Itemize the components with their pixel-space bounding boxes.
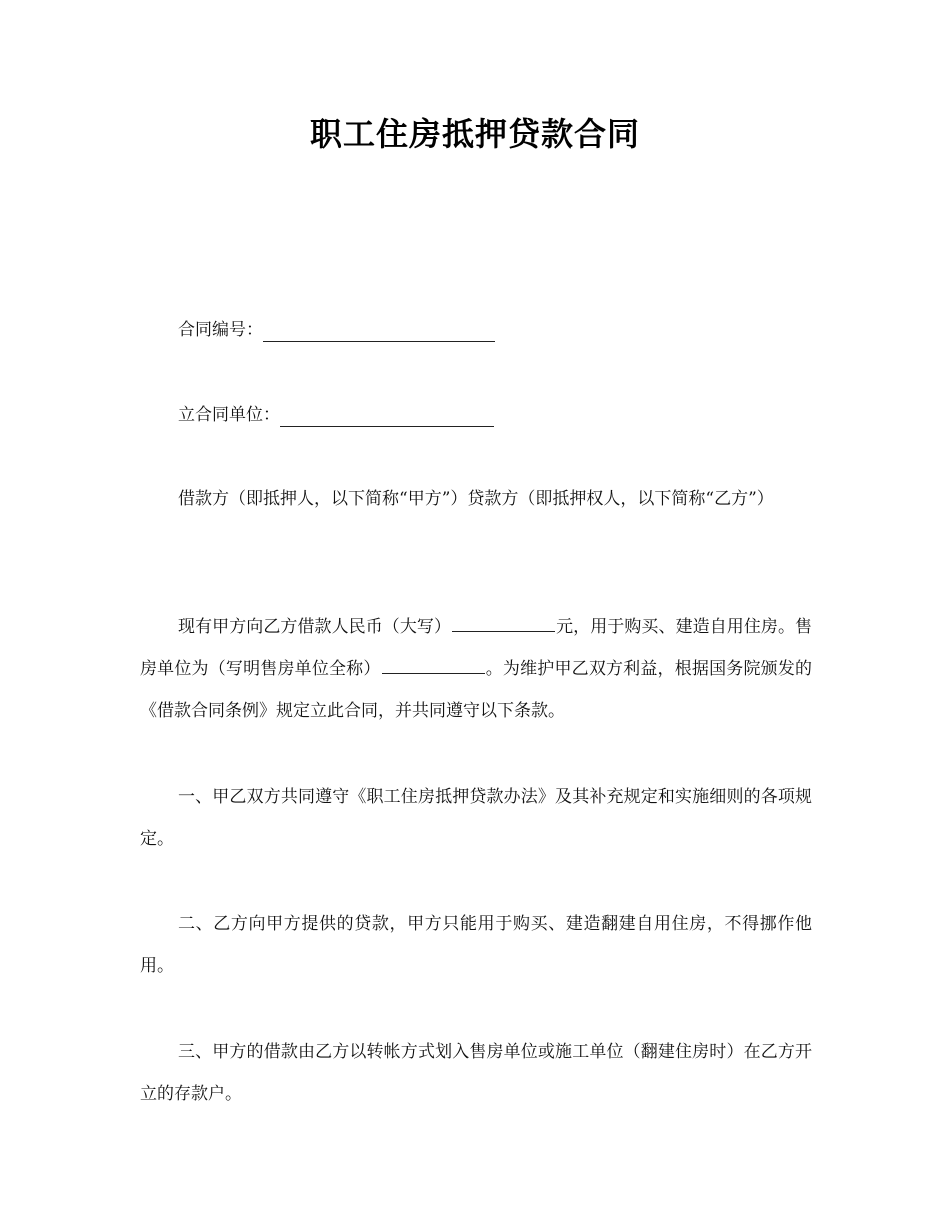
contract-number-blank[interactable] bbox=[263, 323, 495, 342]
contract-unit-label: 立合同单位： bbox=[178, 405, 280, 425]
loan-amount-blank[interactable] bbox=[452, 613, 555, 632]
clause-2: 二、乙方向甲方提供的贷款，甲方只能用于购买、建造翻建自用住房，不得挪作他用。 bbox=[140, 914, 812, 976]
clause-1: 一、甲乙双方共同遵守《职工住房抵押贷款办法》及其补充规定和实施细则的各项规定。 bbox=[140, 787, 812, 849]
parties-paragraph: 借款方（即抵押人，以下简称“甲方”）贷款方（即抵押权人，以下简称“乙方”） bbox=[178, 489, 774, 509]
contract-unit-blank[interactable] bbox=[280, 408, 494, 427]
intro-text-1: 现有甲方向乙方借款人民币（大写） bbox=[178, 617, 452, 637]
contract-unit-field bbox=[178, 403, 494, 427]
contract-number-field bbox=[178, 318, 495, 342]
document-title: 职工住房抵押贷款合同 bbox=[309, 115, 640, 153]
contract-number-label: 合同编号： bbox=[178, 320, 263, 340]
intro-text-2: 元，用于购买、建造自用住房。售房单位为（写明售房单位全称） bbox=[140, 617, 813, 679]
intro-paragraph bbox=[140, 606, 812, 732]
intro-text-3: 。为维护甲乙双方利益，根据国务院颁发的《借款合同条例》规定立此合同，并共同遵守以下条款。 bbox=[140, 659, 813, 721]
clause-3: 三、甲方的借款由乙方以转帐方式划入售房单位或施工单位（翻建住房时）在乙方开立的存款户。 bbox=[140, 1042, 812, 1104]
seller-name-blank[interactable] bbox=[382, 655, 485, 674]
